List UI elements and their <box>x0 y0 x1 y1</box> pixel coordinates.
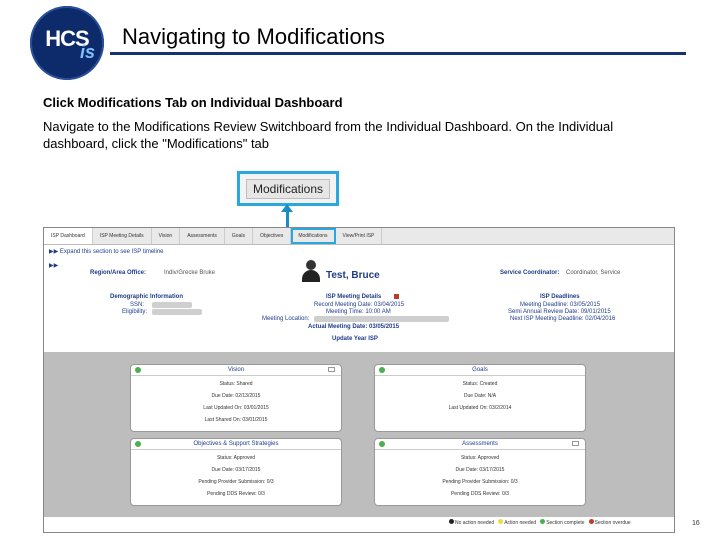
region-label: Region/Area Office: <box>90 270 147 276</box>
tab-isp-meeting-details[interactable]: ISP Meeting Details <box>93 228 152 244</box>
ssn-label: SSN: <box>130 302 145 308</box>
tab-modifications[interactable]: Modifications <box>291 228 335 244</box>
legend-item: Section overdue <box>589 519 631 526</box>
dashboard-tabbar <box>44 228 674 245</box>
status-legend <box>449 519 631 526</box>
legend-item: Section complete <box>540 519 584 526</box>
modifications-callout <box>237 171 339 206</box>
meeting-time: Meeting Time: 10:00 AM <box>326 309 391 315</box>
isp-deadlines-heading: ISP Deadlines <box>540 294 580 300</box>
instruction-text: Navigate to the Modifications Review Switchboard from the Individual Dashboard. On the Individual dashboard, click the "Modifications" tab <box>43 119 614 151</box>
panel-line: Pending DDS Review: 0/3 <box>451 491 509 497</box>
panel-line: Last Updated On: 03/2/2014 <box>448 405 512 411</box>
vision-panel[interactable] <box>130 364 342 432</box>
tab-vision[interactable]: Vision <box>152 228 181 244</box>
service-coordinator-value: Coordinator, Service <box>566 270 621 276</box>
logo-text: HCS <box>45 26 89 51</box>
legend-item: No action needed <box>449 519 494 526</box>
hcsis-logo <box>30 6 104 80</box>
panel-title: Objectives & Support Strategies <box>131 441 341 450</box>
demographic-info-heading: Demographic Information <box>110 294 184 300</box>
ssn-redacted <box>152 302 192 308</box>
panel-line: Last Shared On: 03/01/2015 <box>204 417 268 423</box>
tab-goals[interactable]: Goals <box>225 228 253 244</box>
subheading: Click Modifications Tab on Individual Dashboard <box>43 95 343 110</box>
panel-line: Pending DDS Review: 0/3 <box>207 491 265 497</box>
expand-icon[interactable]: ▶▶ <box>49 263 59 269</box>
panel-title: Goals <box>375 367 585 376</box>
goals-panel[interactable] <box>374 364 586 432</box>
logo-suffix: is <box>80 42 96 62</box>
panel-line: Status: Shared <box>219 381 253 387</box>
region-value: Indiv/Grecke Bruke <box>164 270 216 276</box>
semi-annual-review: Semi Annual Review Date: 09/01/2015 <box>508 309 611 315</box>
expand-text: Expand this section to see ISP timeline <box>59 249 164 255</box>
service-coordinator-label: Service Coordinator: <box>500 270 560 276</box>
dashboard-screenshot <box>43 227 675 533</box>
tab-objectives[interactable]: Objectives <box>253 228 291 244</box>
meeting-location-label: Meeting Location: <box>262 316 310 322</box>
panel-line: Due Date: 02/13/2015 <box>211 393 261 399</box>
record-meeting-date: Record Meeting Date: 03/04/2015 <box>314 302 405 308</box>
panel-line: Pending Provider Submission: 0/3 <box>442 479 518 485</box>
update-year-isp-link[interactable]: Update Year ISP <box>332 336 378 342</box>
objectives-panel[interactable] <box>130 438 342 506</box>
legend-item: Action needed <box>498 519 536 526</box>
panel-line: Last Updated On: 03/01/2015 <box>203 405 269 411</box>
person-icon <box>302 260 320 282</box>
assessments-panel[interactable] <box>374 438 586 506</box>
title-divider <box>110 52 686 55</box>
panel-line: Pending Provider Submission: 0/3 <box>198 479 274 485</box>
panel-line: Status: Approved <box>216 455 256 461</box>
panel-line: Due Date: N/A <box>463 393 497 399</box>
panel-line: Due Date: 03/17/2015 <box>455 467 505 473</box>
panel-title: Vision <box>131 367 341 376</box>
actual-meeting-date: Actual Meeting Date: 03/05/2015 <box>308 324 400 330</box>
meeting-location-redacted <box>314 316 449 322</box>
eligibility-redacted <box>152 309 202 315</box>
pdf-icon[interactable] <box>394 294 399 299</box>
panel-line: Due Date: 03/17/2015 <box>211 467 261 473</box>
next-isp-deadline: Next ISP Meeting Deadline: 02/04/2016 <box>510 316 616 322</box>
isp-meeting-details-link[interactable]: ISP Meeting Details <box>326 294 382 300</box>
tab-assessments[interactable]: Assessments <box>180 228 225 244</box>
eligibility-label: Eligibility: <box>122 309 148 315</box>
tab-view-print-isp[interactable]: View/Print ISP <box>336 228 383 244</box>
slide-title: Navigating to Modifications <box>122 24 385 49</box>
modifications-tab-zoomed[interactable]: Modifications <box>246 179 330 199</box>
panel-line: Status: Created <box>462 381 498 387</box>
expand-timeline-row[interactable]: ▶▶ Expand this section to see ISP timeline <box>49 249 164 255</box>
panel-line: Status: Approved <box>460 455 500 461</box>
tab-isp-dashboard[interactable]: ISP Dashboard <box>44 228 93 244</box>
panel-title: Assessments <box>375 441 585 450</box>
meeting-deadline: Meeting Deadline: 03/05/2015 <box>520 302 601 308</box>
page-number: 16 <box>692 520 700 527</box>
arrow-up-icon <box>281 204 293 212</box>
person-name: Test, Bruce <box>326 270 380 281</box>
